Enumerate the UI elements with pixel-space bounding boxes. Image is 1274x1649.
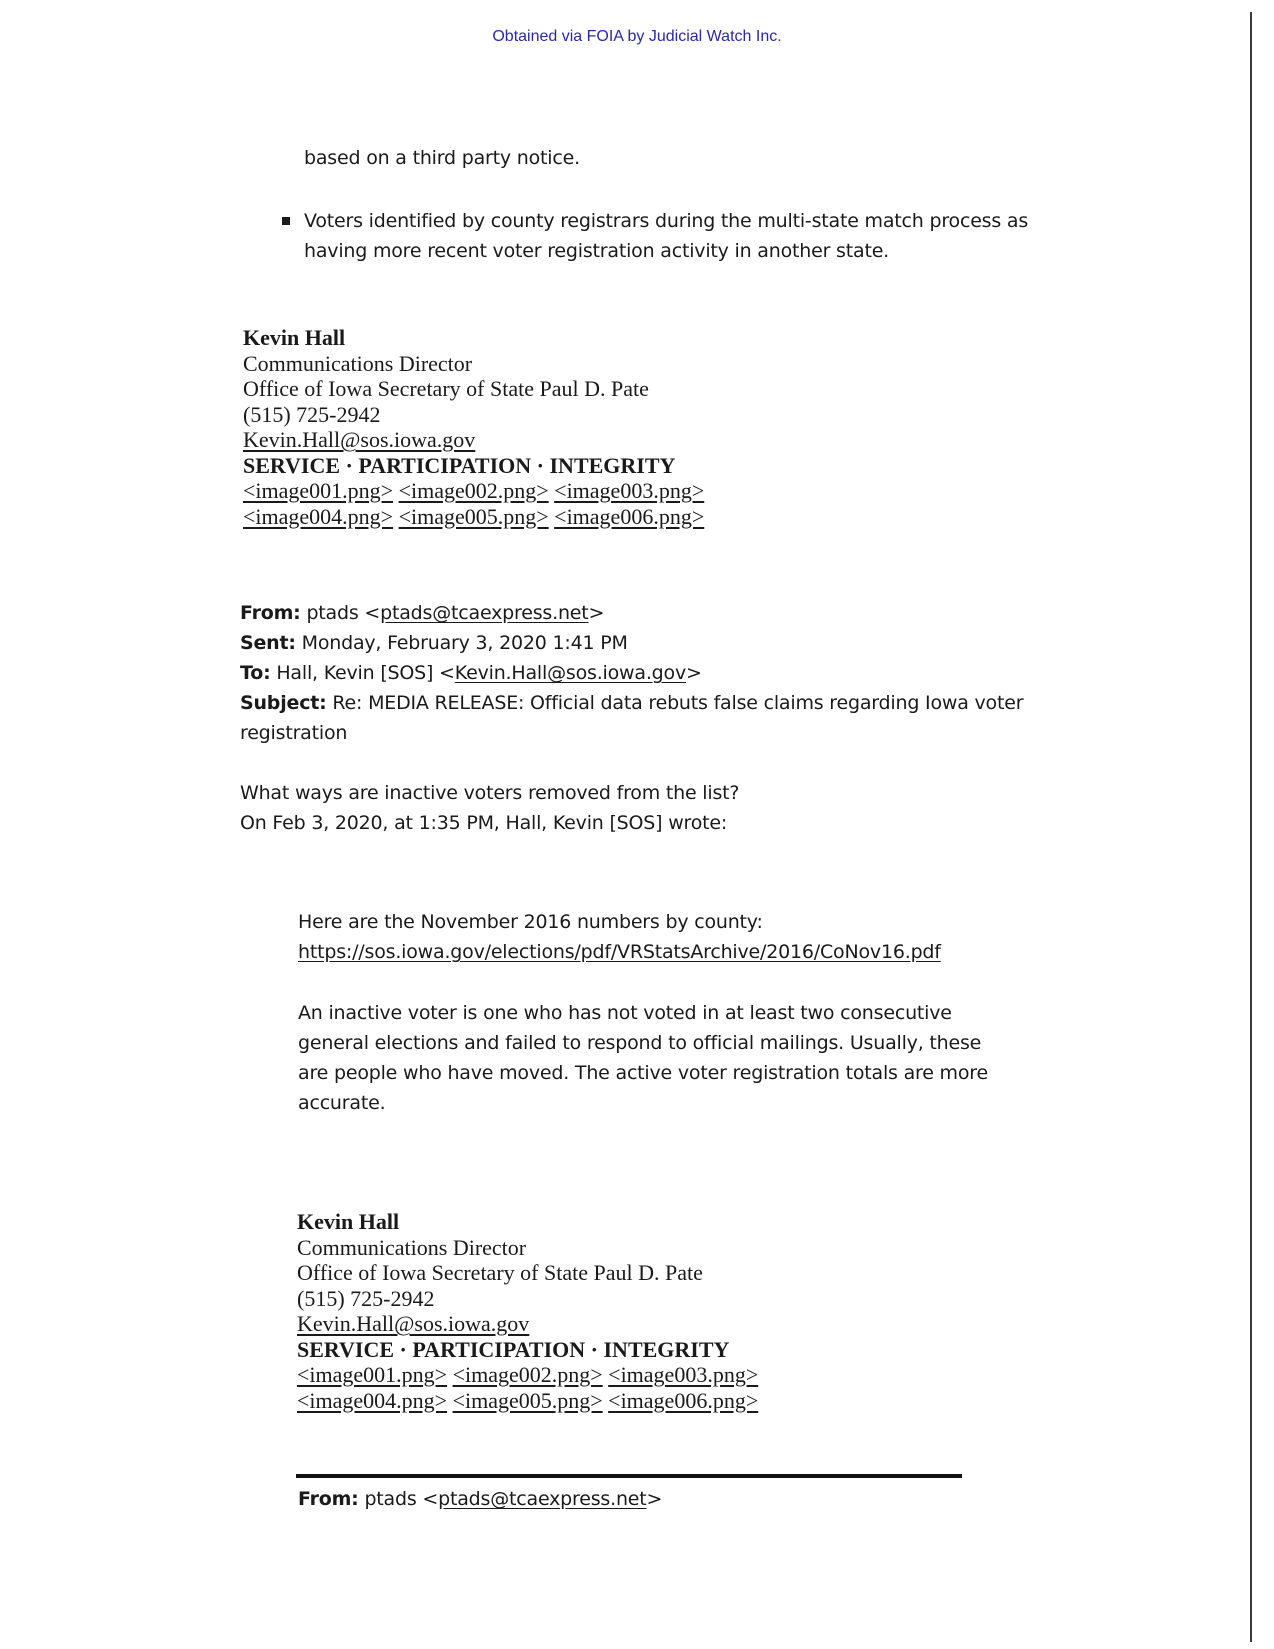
signature-name: Kevin Hall [297,1209,400,1234]
from-line: From: ptads <ptads@tcaexpress.net> [240,602,605,624]
from-email-link[interactable]: ptads@tcaexpress.net [438,1488,647,1510]
sent-line: Sent: Monday, February 3, 2020 1:41 PM [240,632,628,654]
bullet-square-icon [282,217,290,225]
stats-pdf-link[interactable]: https://sos.iowa.gov/elections/pdf/VRStatsArchive/2016/CoNov16.pdf [298,941,941,963]
image-attachment-link[interactable]: <image002.png> [452,1362,603,1387]
image-attachment-link[interactable]: <image001.png> [243,478,394,503]
signature-name: Kevin Hall [243,325,346,350]
from-email-link[interactable]: ptads@tcaexpress.net [380,602,589,624]
signature-title: Communications Director [297,1234,527,1260]
image-attachment-link[interactable]: <image002.png> [398,478,549,503]
image-attachment-link[interactable]: <image004.png> [243,503,394,529]
paragraph-line: An inactive voter is one who has not voted in at least two consecutive [298,1002,952,1024]
signature-email-link[interactable]: Kevin.Hall@sos.iowa.gov [297,1311,530,1336]
signature-motto: SERVICE · PARTICIPATION · INTEGRITY [243,452,676,478]
bullet-item [304,206,1028,266]
signature-office: Office of Iowa Secretary of State Paul D. Pate [243,376,649,401]
image-attachment-link[interactable]: <image004.png> [297,1387,448,1413]
quote-intro: On Feb 3, 2020, at 1:35 PM, Hall, Kevin [SOS] wrote: [240,812,728,834]
email-header [240,598,1023,748]
signature-office: Office of Iowa Secretary of State Paul D. Pate [297,1260,703,1285]
image-attachment-link[interactable]: <image003.png> [554,478,705,503]
paragraph-line: general elections and failed to respond to official mailings. Usually, these [298,1032,982,1054]
page-edge-line [1250,12,1252,1642]
footer-email-header [298,1484,662,1514]
image-attachment-link[interactable]: <image006.png> [554,503,705,529]
signature-motto: SERVICE · PARTICIPATION · INTEGRITY [297,1336,730,1362]
bullet-line-2: having more recent voter registration activity in another state. [304,240,890,262]
foia-header: Obtained via FOIA by Judicial Watch Inc. [492,28,782,45]
image-attachment-link[interactable]: <image003.png> [608,1362,759,1387]
signature-phone: (515) 725-2942 [297,1285,435,1311]
paragraph-line: accurate. [298,1092,386,1114]
quoted-numbers [298,907,941,967]
email-body [240,778,739,838]
image-attachment-link[interactable]: <image006.png> [608,1387,759,1413]
from-line: From: ptads <ptads@tcaexpress.net> [298,1488,663,1510]
signature-email-link[interactable]: Kevin.Hall@sos.iowa.gov [243,427,476,452]
signature-title: Communications Director [243,350,473,376]
paragraph-line: are people who have moved. The active voter registration totals are more [298,1062,988,1084]
question-text: What ways are inactive voters removed from the list? [240,782,740,804]
subject-line-continued: registration [240,722,348,744]
to-email-link[interactable]: Kevin.Hall@sos.iowa.gov [454,662,686,684]
image-attachment-link[interactable]: <image005.png> [398,503,549,529]
bullet-line-1: Voters identified by county registrars during the multi-state match process as [304,210,1029,232]
numbers-intro: Here are the November 2016 numbers by county: [298,911,763,933]
image-attachment-link[interactable]: <image005.png> [452,1387,603,1413]
inactive-voter-paragraph [298,998,988,1118]
signature-block-1 [243,325,704,529]
image-attachment-link[interactable]: <image001.png> [297,1362,448,1387]
subject-line: Subject: Re: MEDIA RELEASE: Official data rebuts false claims regarding Iowa voter [240,692,1024,714]
top-fragment: based on a third party notice. [304,147,580,169]
signature-block-2 [297,1209,758,1413]
to-line: To: Hall, Kevin [SOS] <Kevin.Hall@sos.iowa.gov> [240,662,702,684]
signature-phone: (515) 725-2942 [243,401,381,427]
divider-rule [296,1474,962,1478]
